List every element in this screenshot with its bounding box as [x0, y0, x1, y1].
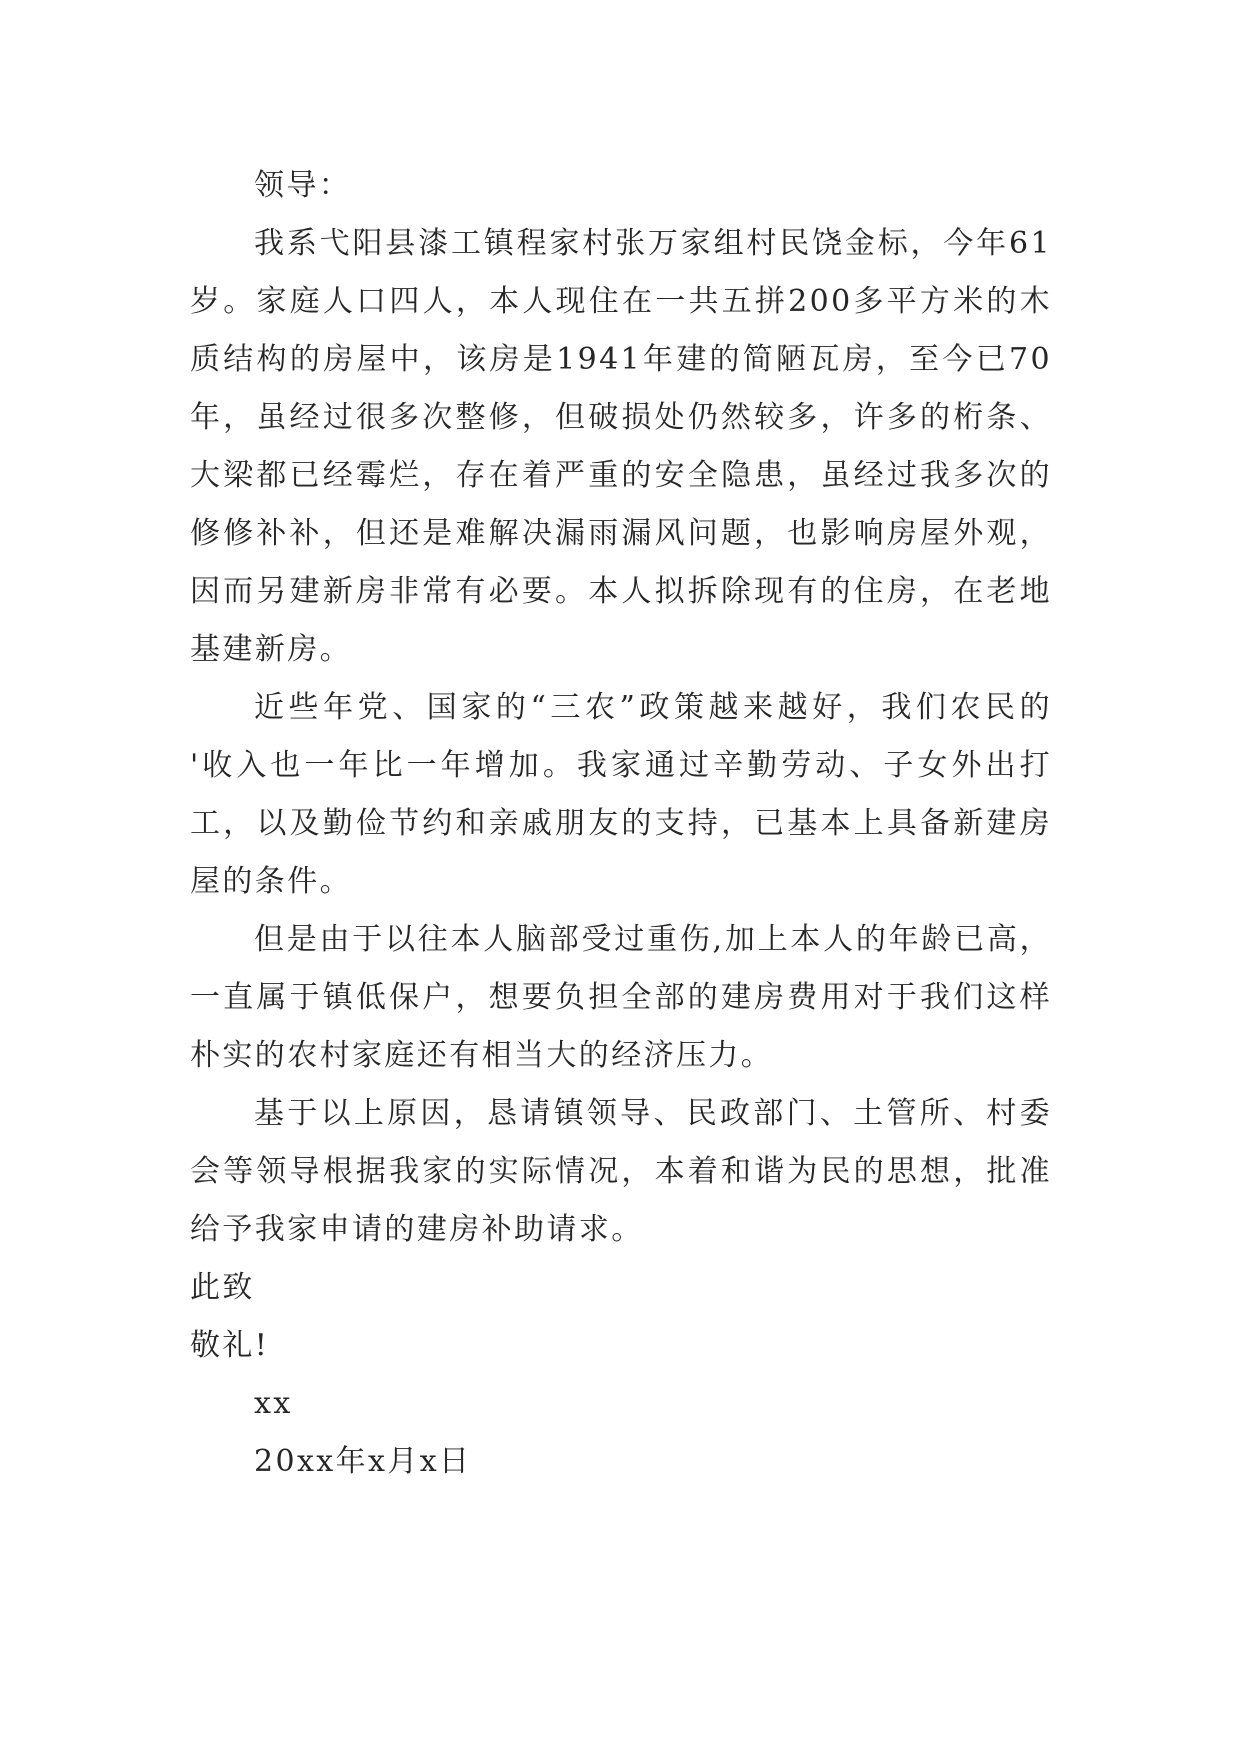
paragraph-line: 一直属于镇低保户，想要负担全部的建房费用对于我们这样	[190, 980, 1052, 1015]
paragraph-line: 修修补补，但还是难解决漏雨漏风问题，也影响房屋外观，	[190, 516, 1052, 551]
signature: xx	[254, 1386, 293, 1421]
paragraph-line: 朴实的农村家庭还有相当大的经济压力。	[190, 1038, 774, 1073]
paragraph-line: 工，以及勤俭节约和亲戚朋友的支持，已基本上具备新建房	[190, 806, 1052, 841]
paragraph-line: 我系弋阳县漆工镇程家村张万家组村民饶金标，今年61	[254, 226, 1052, 261]
paragraph-4	[190, 1085, 1052, 1259]
paragraph-line: 年，虽经过很多次整修，但破损处仍然较多，许多的桁条、	[190, 400, 1052, 435]
paragraph-line: 会等领导根据我家的实际情况，本着和谐为民的思想，批准	[190, 1154, 1052, 1189]
paragraph-line: 基建新房。	[190, 632, 352, 667]
closing-salute: 敬礼!	[190, 1328, 270, 1363]
paragraph-line: 给予我家申请的建房补助请求。	[190, 1212, 644, 1247]
paragraph-3	[190, 911, 1052, 1085]
paragraph-line: 质结构的房屋中，该房是1941年建的简陋瓦房，至今已70	[190, 342, 1052, 377]
letter-body	[190, 157, 1052, 1491]
paragraph-1	[190, 215, 1052, 679]
paragraph-line: 基于以上原因，恳请镇领导、民政部门、土管所、村委	[254, 1096, 1052, 1131]
paragraph-line: 近些年党、国家的“三农”政策越来越好，我们农民的	[254, 690, 1052, 725]
paragraph-line: 但是由于以往本人脑部受过重伤,加上本人的年龄已高，	[254, 922, 1052, 957]
paragraph-line: '收入也一年比一年增加。我家通过辛勤劳动、子女外出打	[190, 748, 1052, 783]
closing-greeting: 此致	[190, 1270, 255, 1305]
paragraph-line: 屋的条件。	[190, 864, 352, 899]
paragraph-line: 因而另建新房非常有必要。本人拟拆除现有的住房，在老地	[190, 574, 1052, 609]
salutation: 领导：	[254, 168, 352, 203]
letter-date: 20xx年x月x日	[254, 1444, 472, 1479]
paragraph-2	[190, 679, 1052, 911]
paragraph-line: 大梁都已经霉烂，存在着严重的安全隐患，虽经过我多次的	[190, 458, 1052, 493]
paragraph-line: 岁。家庭人口四人，本人现住在一共五拼200多平方米的木	[190, 284, 1052, 319]
